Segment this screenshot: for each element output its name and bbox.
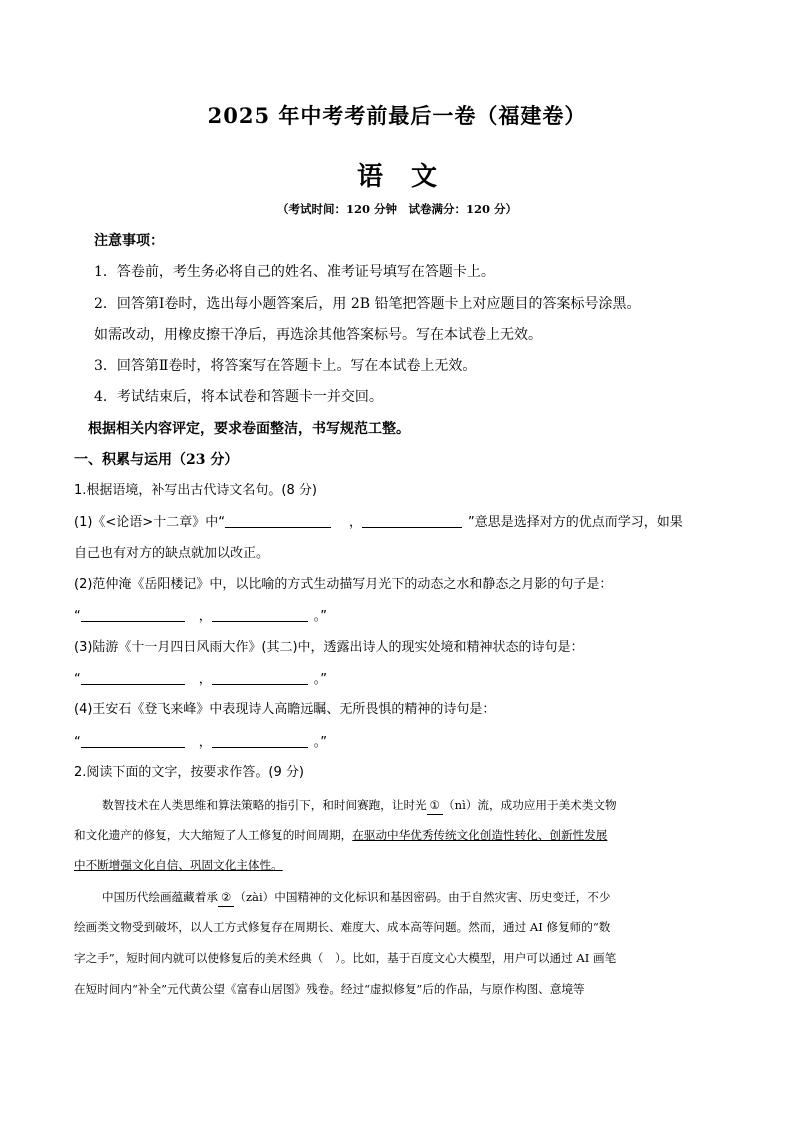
notice-item-1: 1．答卷前，考生务必将自己的姓名、准考证号填写在答题卡上。 (94, 264, 495, 280)
passage-p1-line3: 中不断增强文化自信、巩固文化主体性。 (74, 858, 283, 872)
subject-char-2: 文 (411, 162, 438, 192)
answer-blank[interactable] (81, 733, 185, 748)
subject-char-1: 语 (356, 162, 383, 192)
q1-1-suffix: ”意思是选择对方的优点而学习，如果 (467, 515, 683, 530)
answer-blank[interactable] (81, 607, 185, 622)
notice-bold-note: 根据相关内容评定，要求卷面整洁，书写规范工整。 (88, 421, 410, 437)
question-1-2: (2)范仲淹《岳阳楼记》中，以比喻的方式生动描写月光下的动态之水和静态之月影的句子是： (74, 577, 613, 592)
passage-p2-line1 (102, 888, 750, 907)
passage-p1-line1 (102, 796, 750, 815)
question-1-1 (74, 513, 683, 532)
question-1-3: (3)陆游《十一月四日风雨大作》(其二)中，透露出诗人的现实处境和精神状态的诗句是： (74, 640, 584, 655)
fill-blank-2[interactable]: ② (218, 888, 234, 907)
close-quote: 。” (313, 735, 328, 750)
answer-blank[interactable] (362, 513, 462, 528)
comma: ， (198, 609, 212, 624)
passage-text: 和文化遗产的修复，大大缩短了人工修复的时间周期， (74, 828, 353, 842)
close-quote: 。” (313, 609, 328, 624)
underlined-sentence: 在驱动中华优秀传统文化创造性转化、创新性发展 (352, 828, 608, 842)
open-quote: “ (74, 609, 81, 624)
notice-item-2: 2．回答第Ⅰ卷时，选出每小题答案后，用 2B 铅笔把答题卡上对应题目的答案标号涂黑。 (94, 296, 641, 312)
answer-blank[interactable] (225, 513, 331, 528)
notice-heading: 注意事项： (94, 233, 164, 249)
close-quote: 。” (313, 672, 328, 687)
passage-p2-line3: 字之手”，短时间内就可以使修复后的美术经典（ ）。比如，基于百度文心大模型，用户可以通过 AI 画笔 (74, 951, 617, 965)
passage-text: 数智技术在人类思维和算法策略的指引下，和时间赛跑，让时光 (102, 798, 427, 812)
answer-line-1-2 (74, 607, 327, 626)
question-1-4: (4)王安石《登飞来峰》中表现诗人高瞻远瞩、无所畏惧的精神的诗句是： (74, 702, 496, 717)
question-1-1-cont: 自己也有对方的缺点就加以改正。 (74, 546, 270, 561)
passage-text: （nì）流，成功应用于美术类文物 (443, 798, 617, 812)
passage-text: 中国历代绘画蕴藏着承 (102, 890, 218, 904)
q1-1-prefix: (1)《<论语>十二章》中“ (74, 515, 225, 530)
open-quote: “ (74, 672, 81, 687)
notice-item-2-cont: 如需改动，用橡皮擦干净后，再选涂其他答案标号。写在本试卷上无效。 (94, 327, 542, 343)
open-quote: “ (74, 735, 81, 750)
passage-p2-line2: 绘画类文物受到破坏，以人工方式修复存在周期长、难度大、成本高等问题。然而，通过 AI 修复师的“数 (74, 920, 611, 934)
answer-blank[interactable] (212, 607, 308, 622)
question-2-stem: 2.阅读下面的文字，按要求作答。(9 分) (74, 765, 304, 780)
answer-blank[interactable] (212, 733, 308, 748)
answer-blank[interactable] (81, 670, 185, 685)
question-1-stem: 1.根据语境，补写出古代诗文名句。(8 分) (74, 483, 317, 498)
passage-p1-line2 (74, 826, 722, 844)
passage-p2-line4: 在短时间内“补全”元代黄公望《富春山居图》残卷。经过“虚拟修复”后的作品，与原作构图、意境等 (74, 982, 585, 996)
fill-blank-1[interactable]: ① (427, 796, 443, 815)
passage-text: （zài）中国精神的文化标识和基因密码。由于自然灾害、历史变迁，不少 (234, 890, 611, 904)
q1-1-comma: ， (348, 515, 362, 530)
notice-item-4: 4．考试结束后，将本试卷和答题卡一并交回。 (94, 389, 383, 405)
exam-info: （考试时间：120 分钟 试卷满分：120 分） (276, 202, 517, 216)
comma: ， (198, 672, 212, 687)
answer-line-1-3 (74, 670, 327, 689)
comma: ， (198, 735, 212, 750)
section-heading: 一、积累与运用（23 分） (74, 452, 239, 468)
answer-blank[interactable] (212, 670, 308, 685)
subject-title (0, 156, 794, 193)
answer-line-1-4 (74, 733, 327, 752)
exam-title: 2025 年中考考前最后一卷（福建卷） (207, 103, 587, 128)
notice-item-3: 3．回答第Ⅱ卷时，将答案写在答题卡上。写在本试卷上无效。 (94, 358, 477, 374)
